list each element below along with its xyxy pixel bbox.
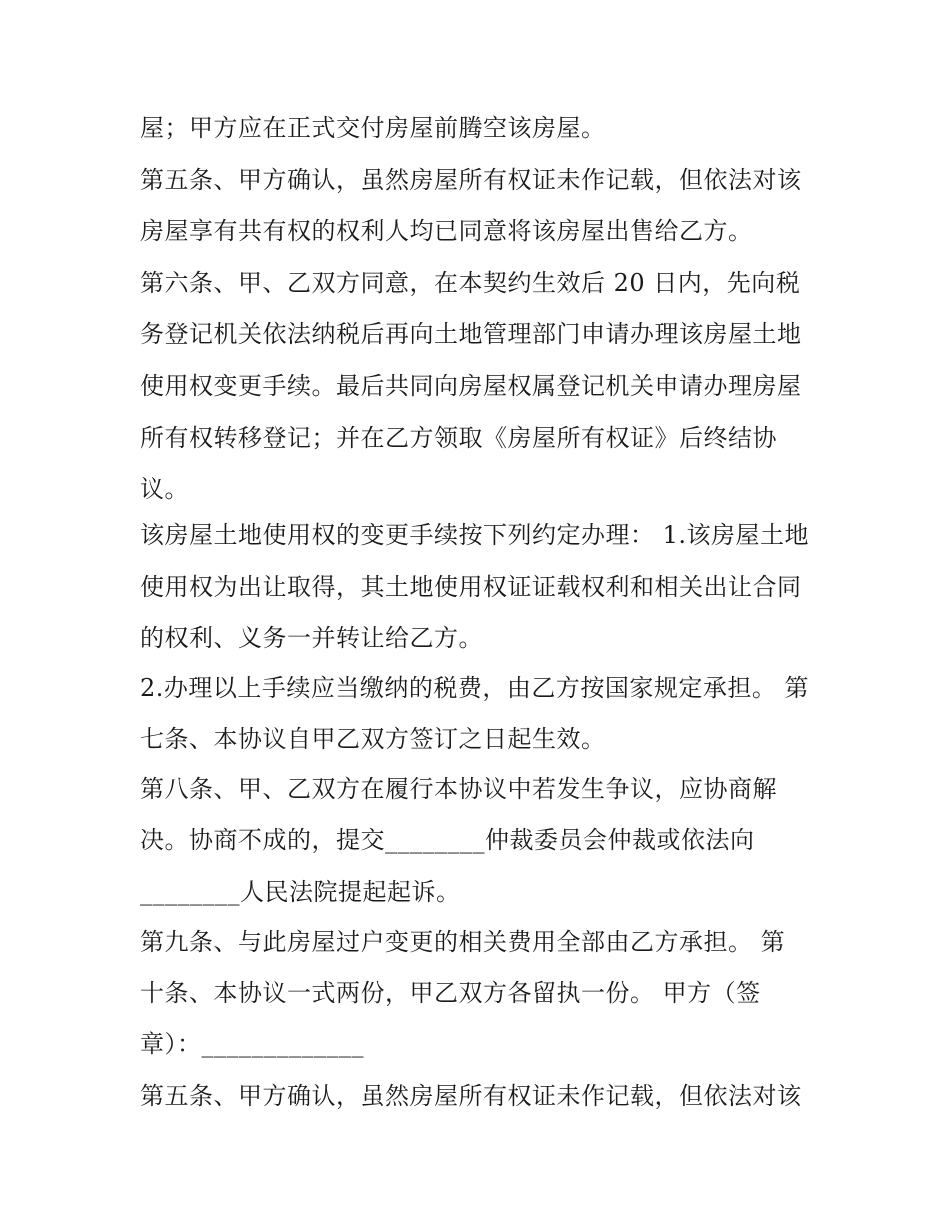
text-line-15: 决。协商不成的，提交________仲裁委员会仲裁或依法向 — [140, 826, 755, 854]
text-line-9: 该房屋土地使用权的变更手续按下列约定办理： 1.该房屋土地 — [140, 521, 810, 549]
text-line-6: 使用权变更手续。最后共同向房屋权属登记机关申请办理房屋 — [140, 372, 802, 400]
text-line-11: 的权利、义务一并转让给乙方。 — [140, 624, 483, 652]
text-line-16: ________人民法院提起起诉。 — [140, 878, 461, 906]
text-line-18: 十条、本协议一式两份，甲乙双方各留执一份。 甲方（签 — [140, 979, 761, 1007]
text-line-12: 2.办理以上手续应当缴纳的税费，由乙方按国家规定承担。 第 — [140, 674, 810, 702]
text-line-1: 屋；甲方应在正式交付房屋前腾空该房屋。 — [140, 114, 606, 142]
text-line-7: 所有权转移登记；并在乙方领取《房屋所有权证》后终结协 — [140, 424, 777, 452]
text-line-10: 使用权为出让取得，其土地使用权证证载权利和相关出让合同 — [140, 573, 802, 601]
text-line-5: 务登记机关依法纳税后再向土地管理部门申请办理该房屋土地 — [140, 320, 802, 348]
text-line-2: 第五条、甲方确认，虽然房屋所有权证未作记载，但依法对该 — [140, 166, 802, 194]
text-line-4: 第六条、甲、乙双方同意，在本契约生效后 20 日内，先向税 — [140, 269, 801, 297]
text-line-3: 房屋享有共有权的权利人均已同意将该房屋出售给乙方。 — [140, 217, 753, 245]
text-line-14: 第八条、甲、乙双方在履行本协议中若发生争议，应协商解 — [140, 775, 777, 803]
text-line-8: 议。 — [140, 475, 189, 503]
text-line-20: 第五条、甲方确认，虽然房屋所有权证未作记载，但依法对该 — [140, 1082, 802, 1110]
text-line-19: 章）：_____________ — [140, 1030, 364, 1058]
text-line-13: 七条、本协议自甲乙双方签订之日起生效。 — [140, 725, 606, 753]
text-line-17: 第九条、与此房屋过户变更的相关费用全部由乙方承担。 第 — [140, 928, 786, 956]
